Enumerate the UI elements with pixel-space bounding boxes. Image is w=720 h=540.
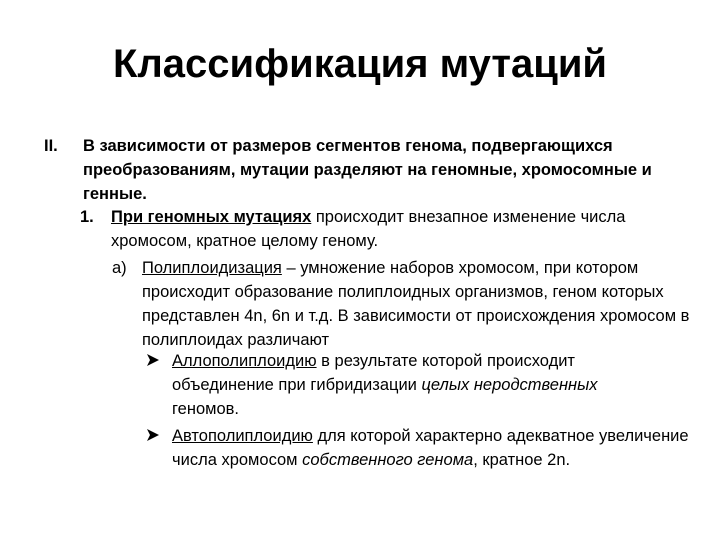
allo-text-2: геномов. bbox=[172, 400, 239, 418]
arrow-bullet-icon bbox=[146, 353, 160, 367]
auto-text-2: , кратное 2n. bbox=[473, 451, 571, 469]
allo-term: Аллополиплоидию bbox=[172, 352, 317, 370]
allo-text-1: в результате которой происходит объединение при гибридизации bbox=[172, 352, 575, 394]
letter-marker: а) bbox=[112, 259, 127, 277]
roman-marker: II. bbox=[44, 137, 58, 155]
number-marker: 1. bbox=[80, 208, 94, 226]
genomic-term: При геномных мутациях bbox=[111, 208, 312, 226]
allo-paragraph bbox=[172, 349, 652, 421]
polyploidy-text: – умножение наборов хромосом, при котором происходит образование полиплоидных организмов, геном которых представлен 4n, 6n и т.д. В зависимости от происхождения хромосом в полиплоидах различают bbox=[142, 259, 690, 349]
allo-italic: целых неродственных bbox=[421, 376, 598, 394]
auto-text-1: для которой характерно адекватное увеличение числа хромосом bbox=[172, 427, 689, 469]
arrow-bullet-icon bbox=[146, 428, 160, 442]
genomic-text: происходит внезапное изменение числа хромосом, кратное целому геному. bbox=[111, 208, 626, 250]
slide-title: Классификация мутаций bbox=[112, 42, 608, 86]
auto-italic: собственного генома bbox=[302, 451, 474, 469]
genomic-paragraph bbox=[111, 205, 691, 253]
polyploidy-paragraph bbox=[142, 256, 690, 352]
polyploidy-term: Полиплоидизация bbox=[142, 259, 282, 277]
main-paragraph: В зависимости от размеров сегментов генома, подвергающихся преобразованиям, мутации разделяют на геномные, хромосомные и генные. bbox=[83, 137, 652, 203]
auto-paragraph bbox=[172, 424, 692, 472]
auto-term: Автополиплоидию bbox=[172, 427, 313, 445]
